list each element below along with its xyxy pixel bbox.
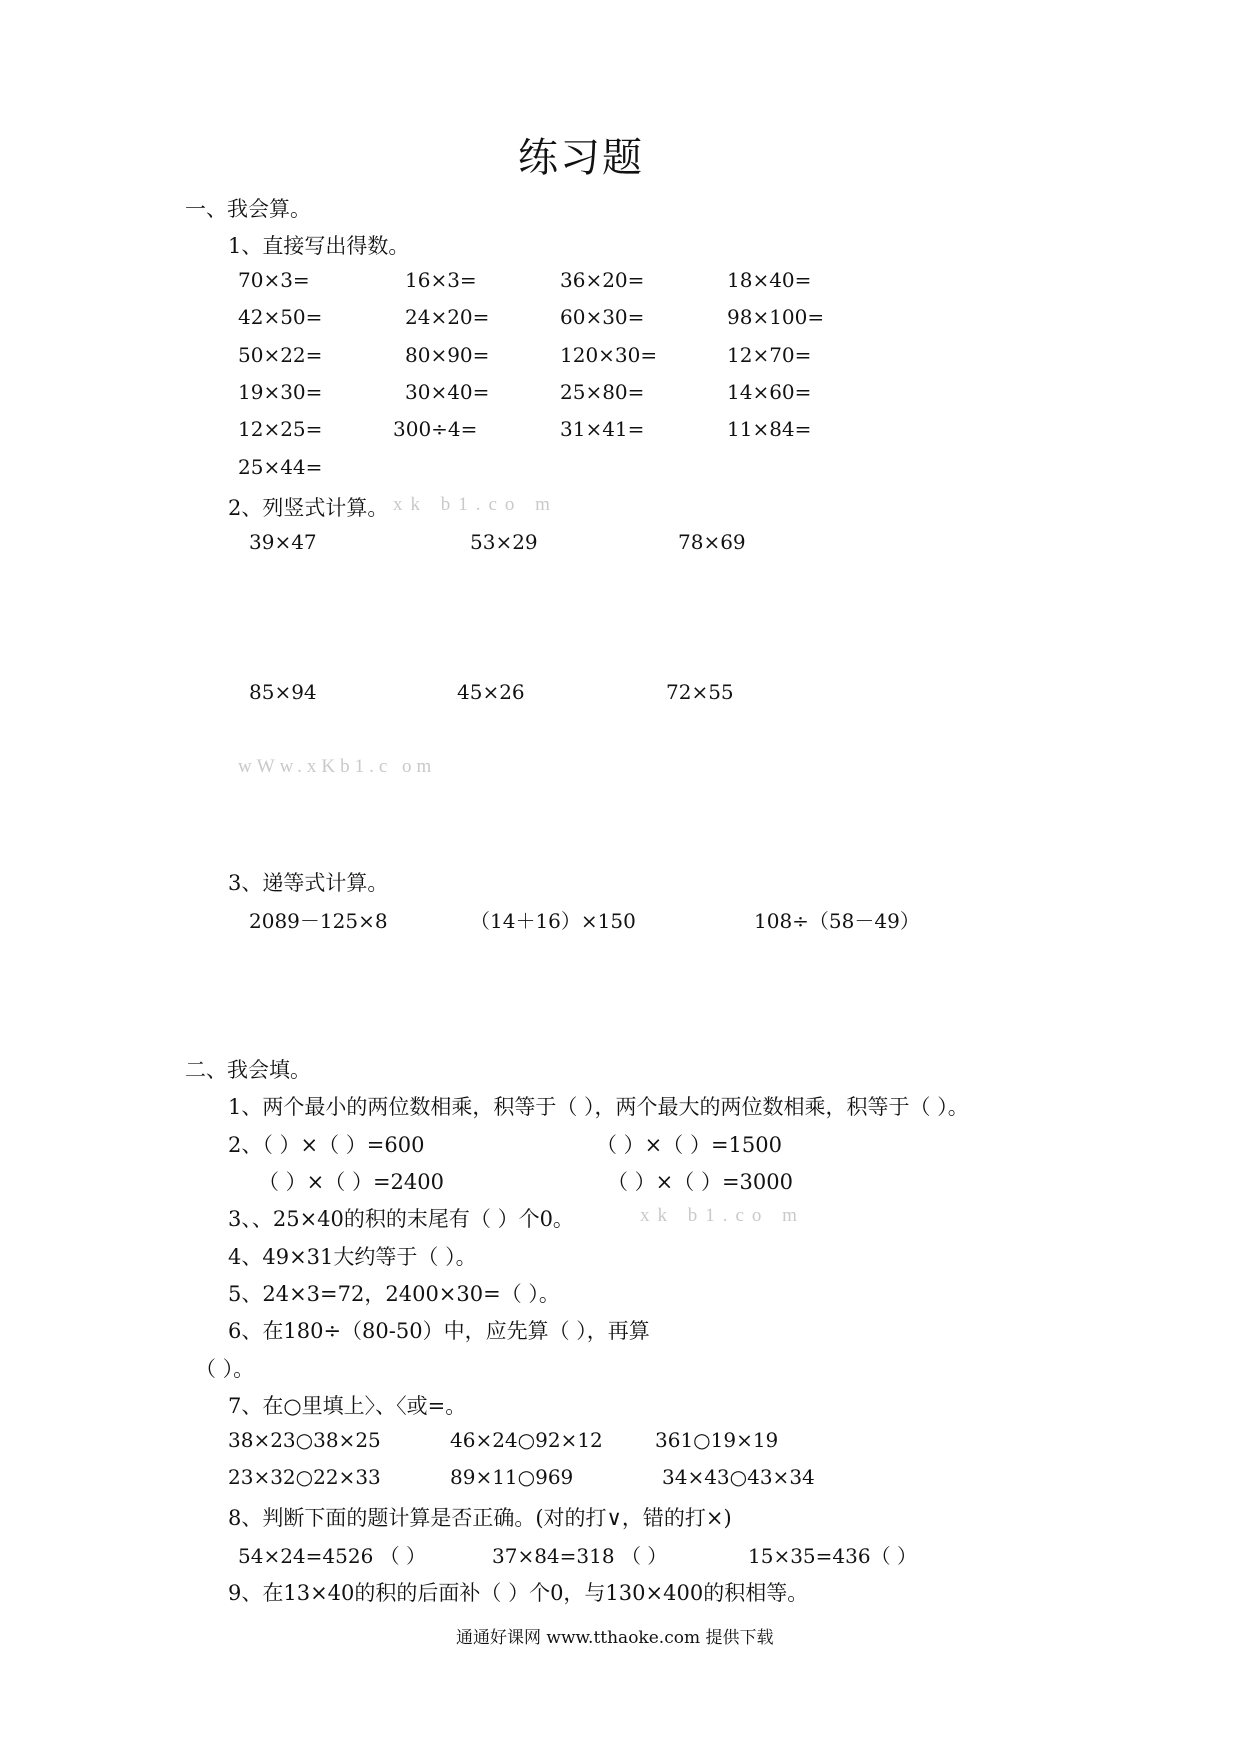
vertical-calc-problem: 45×26 bbox=[457, 680, 525, 704]
watermark-text: xk b1.co m bbox=[393, 494, 558, 515]
compare-problem: 23×32○22×33 bbox=[228, 1465, 381, 1489]
vertical-calc-problem: 53×29 bbox=[470, 530, 538, 554]
compare-problem: 46×24○92×12 bbox=[450, 1428, 603, 1452]
fill-question-6b: （ ）。 bbox=[195, 1357, 255, 1381]
section-1-heading: 一、我会算。 bbox=[185, 197, 311, 221]
problem-cell: 18×40= bbox=[727, 268, 812, 292]
problem-cell: 12×70= bbox=[727, 343, 812, 367]
problem-cell: 50×22= bbox=[238, 343, 323, 367]
judge-problem: 54×24=4526 （ ） bbox=[238, 1544, 427, 1568]
problem-cell: 12×25= bbox=[238, 417, 323, 441]
question-1-1-label: 1、直接写出得数。 bbox=[228, 234, 410, 258]
stepwise-calc-problem: （14＋16）×150 bbox=[470, 909, 636, 933]
fill-question-5: 5、24×3=72，2400×30=（ ）。 bbox=[228, 1282, 560, 1306]
page-footer: 通通好课网 www.tthaoke.com 提供下载 bbox=[456, 1628, 774, 1648]
question-1-3-label: 3、递等式计算。 bbox=[228, 871, 389, 895]
problem-cell: 25×44= bbox=[238, 455, 323, 479]
compare-problem: 361○19×19 bbox=[655, 1428, 779, 1452]
fill-question-2b: （ ）×（ ）=1500 bbox=[596, 1133, 782, 1157]
fill-question-2d: （ ）×（ ）=3000 bbox=[607, 1170, 793, 1194]
fill-question-1: 1、两个最小的两位数相乘，积等于（ ），两个最大的两位数相乘，积等于（ ）。 bbox=[228, 1095, 969, 1119]
problem-cell: 14×60= bbox=[727, 380, 812, 404]
problem-cell: 42×50= bbox=[238, 305, 323, 329]
compare-problem: 89×11○969 bbox=[450, 1465, 574, 1489]
watermark-text: xk b1.co m bbox=[640, 1205, 805, 1226]
problem-cell: 24×20= bbox=[405, 305, 490, 329]
compare-problem: 34×43○43×34 bbox=[662, 1465, 815, 1489]
stepwise-calc-problem: 2089－125×8 bbox=[249, 909, 388, 933]
vertical-calc-problem: 39×47 bbox=[249, 530, 317, 554]
problem-cell: 11×84= bbox=[727, 417, 812, 441]
problem-cell: 60×30= bbox=[560, 305, 645, 329]
judge-problem: 15×35=436（ ） bbox=[748, 1544, 917, 1568]
page-title: 练习题 bbox=[518, 135, 644, 181]
question-1-2-label: 2、列竖式计算。 bbox=[228, 496, 389, 520]
problem-cell: 25×80= bbox=[560, 380, 645, 404]
fill-question-4: 4、49×31大约等于（ ）。 bbox=[228, 1245, 477, 1269]
fill-question-7-label: 7、在○里填上〉、〈或=。 bbox=[228, 1394, 467, 1418]
stepwise-calc-problem: 108÷（58－49） bbox=[754, 909, 920, 933]
problem-cell: 19×30= bbox=[238, 380, 323, 404]
fill-question-2a: 2、（ ）×（ ）=600 bbox=[228, 1133, 425, 1157]
vertical-calc-problem: 72×55 bbox=[666, 680, 734, 704]
problem-cell: 31×41= bbox=[560, 417, 645, 441]
vertical-calc-problem: 78×69 bbox=[678, 530, 746, 554]
fill-question-2c: （ ）×（ ）=2400 bbox=[258, 1170, 444, 1194]
problem-cell: 120×30= bbox=[560, 343, 658, 367]
vertical-calc-problem: 85×94 bbox=[249, 680, 317, 704]
judge-problem: 37×84=318 （ ） bbox=[492, 1544, 668, 1568]
fill-question-6a: 6、在180÷（80-50）中，应先算（ ），再算 bbox=[228, 1319, 650, 1343]
problem-cell: 16×3= bbox=[405, 268, 477, 292]
fill-question-8-label: 8、判断下面的题计算是否正确。(对的打∨，错的打×) bbox=[228, 1506, 732, 1530]
problem-cell: 80×90= bbox=[405, 343, 490, 367]
fill-question-9: 9、在13×40的积的后面补（ ）个0，与130×400的积相等。 bbox=[228, 1581, 809, 1605]
problem-cell: 36×20= bbox=[560, 268, 645, 292]
watermark-text: wWw.xKb1.c om bbox=[238, 756, 437, 777]
problem-cell: 300÷4= bbox=[393, 417, 478, 441]
problem-cell: 70×3= bbox=[238, 268, 310, 292]
fill-question-3: 3、、25×40的积的末尾有（ ）个0。 bbox=[228, 1207, 574, 1231]
compare-problem: 38×23○38×25 bbox=[228, 1428, 381, 1452]
problem-cell: 98×100= bbox=[727, 305, 825, 329]
problem-cell: 30×40= bbox=[405, 380, 490, 404]
section-2-heading: 二、我会填。 bbox=[185, 1058, 311, 1082]
